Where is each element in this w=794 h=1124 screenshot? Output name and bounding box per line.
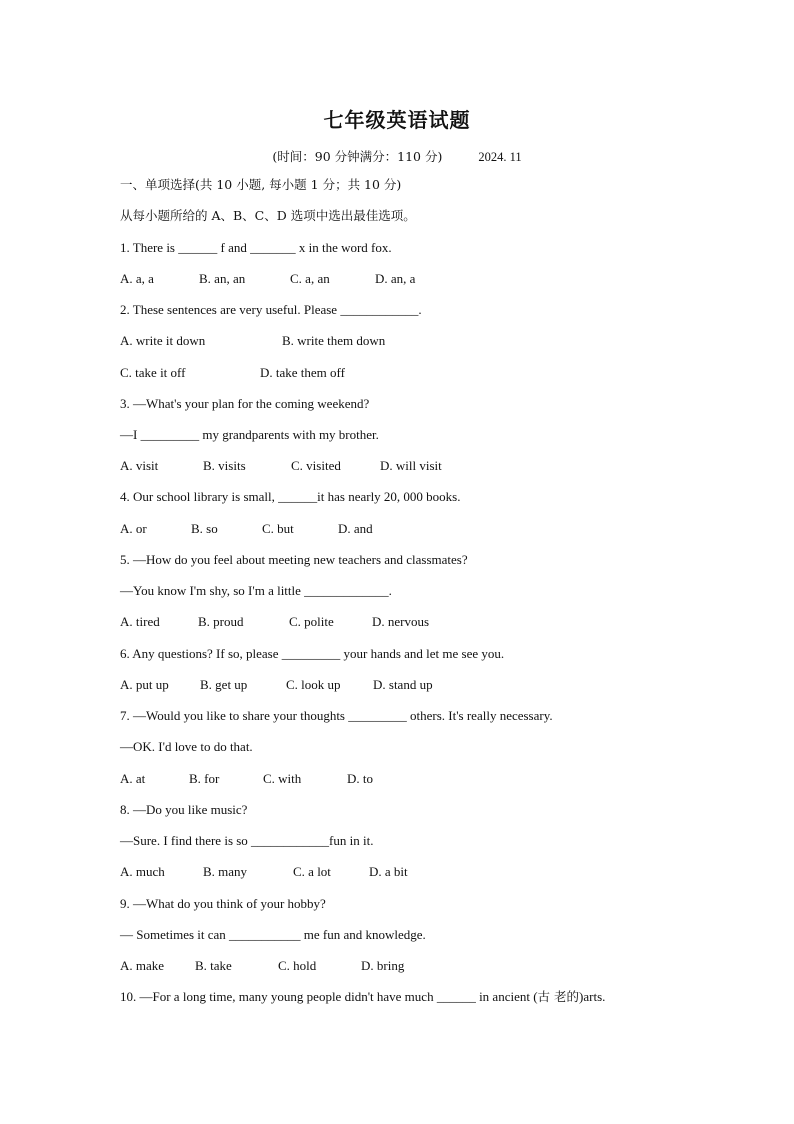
- option-c: C. a lot: [293, 864, 331, 879]
- question-1-stem: 1. There is ______ f and _______ x in the word fox.: [120, 240, 392, 255]
- option-c: C. visited: [291, 458, 341, 473]
- option-c: C. look up: [286, 677, 341, 692]
- question-8-options: [120, 864, 720, 880]
- question-9-stem-reply: — Sometimes it can ___________ me fun and knowledge.: [120, 927, 426, 942]
- option-a: A. a, a: [120, 271, 154, 286]
- option-d: D. will visit: [380, 458, 442, 473]
- option-a: A. put up: [120, 677, 169, 692]
- option-a: A. visit: [120, 458, 159, 473]
- option-c: C. hold: [278, 958, 317, 973]
- question-10-chinese-gloss: 古 老的: [537, 989, 580, 1004]
- option-d: D. stand up: [373, 677, 433, 692]
- question-2-options-row2: [120, 365, 720, 381]
- option-a: A. much: [120, 864, 165, 879]
- option-c: C. take it off: [120, 365, 186, 380]
- exam-date: 2024. 11: [478, 150, 522, 164]
- option-d: D. nervous: [372, 614, 430, 629]
- question-10-stem-end: )arts.: [579, 989, 606, 1004]
- question-6-options: [120, 677, 720, 693]
- question-7-stem-reply: —OK. I'd love to do that.: [120, 739, 253, 754]
- option-b: B. proud: [198, 614, 244, 629]
- option-d: D. and: [338, 521, 373, 536]
- question-3-options: [120, 458, 720, 474]
- option-a: A. or: [120, 521, 147, 536]
- option-a: A. write it down: [120, 333, 206, 348]
- section-instruction: 从每小题所给的 A、B、C、D 选项中选出最佳选项。: [120, 208, 416, 223]
- question-3-stem: 3. —What's your plan for the coming weekend?: [120, 396, 370, 411]
- question-9-options: [120, 958, 720, 974]
- option-d: D. bring: [361, 958, 405, 973]
- option-b: B. so: [191, 521, 218, 536]
- option-b: B. take: [195, 958, 232, 973]
- question-7-stem: 7. —Would you like to share your thoughts _________ others. It's really necessary.: [120, 708, 553, 723]
- question-7-options: [120, 771, 720, 787]
- section-heading: 一、单项选择(共 10 小题, 每小题 1 分；共 10 分): [120, 177, 402, 192]
- question-8-stem-reply: —Sure. I find there is so ____________fun in it.: [120, 833, 374, 848]
- question-8-stem: 8. —Do you like music?: [120, 802, 248, 817]
- question-3-stem-reply: —I _________ my grandparents with my brother.: [120, 427, 379, 442]
- question-10-stem-text: 10. —For a long time, many young people didn't have much ______ in ancient (: [120, 989, 538, 1004]
- option-d: D. an, a: [375, 271, 416, 286]
- question-4-stem: 4. Our school library is small, ______it has nearly 20, 000 books.: [120, 489, 461, 504]
- option-a: A. tired: [120, 614, 160, 629]
- option-d: D. to: [347, 771, 373, 786]
- exam-title: 七年级英语试题: [323, 108, 471, 132]
- option-b: B. for: [189, 771, 220, 786]
- option-d: D. a bit: [369, 864, 408, 879]
- option-b: B. get up: [200, 677, 248, 692]
- option-c: C. but: [262, 521, 294, 536]
- option-b: B. visits: [203, 458, 246, 473]
- option-b: B. many: [203, 864, 248, 879]
- question-2-stem: 2. These sentences are very useful. Please ____________.: [120, 302, 422, 317]
- question-2-options-row1: [120, 333, 720, 349]
- option-d: D. take them off: [260, 365, 345, 380]
- option-b: B. write them down: [282, 333, 386, 348]
- option-a: A. make: [120, 958, 165, 973]
- question-4-options: [120, 521, 720, 537]
- option-b: B. an, an: [199, 271, 246, 286]
- option-c: C. a, an: [290, 271, 330, 286]
- option-c: C. with: [263, 771, 302, 786]
- question-10-stem: [120, 989, 605, 1005]
- exam-meta: [0, 147, 794, 165]
- exam-duration-score: (时间：90 分钟满分：110 分): [272, 149, 443, 164]
- option-a: A. at: [120, 771, 146, 786]
- question-5-options: [120, 614, 720, 630]
- question-6-stem: 6. Any questions? If so, please _________ your hands and let me see you.: [120, 646, 505, 661]
- question-5-stem: 5. —How do you feel about meeting new teachers and classmates?: [120, 552, 468, 567]
- option-c: C. polite: [289, 614, 334, 629]
- question-5-stem-reply: —You know I'm shy, so I'm a little _____________.: [120, 583, 392, 598]
- question-9-stem: 9. —What do you think of your hobby?: [120, 896, 326, 911]
- question-1-options: [120, 271, 720, 287]
